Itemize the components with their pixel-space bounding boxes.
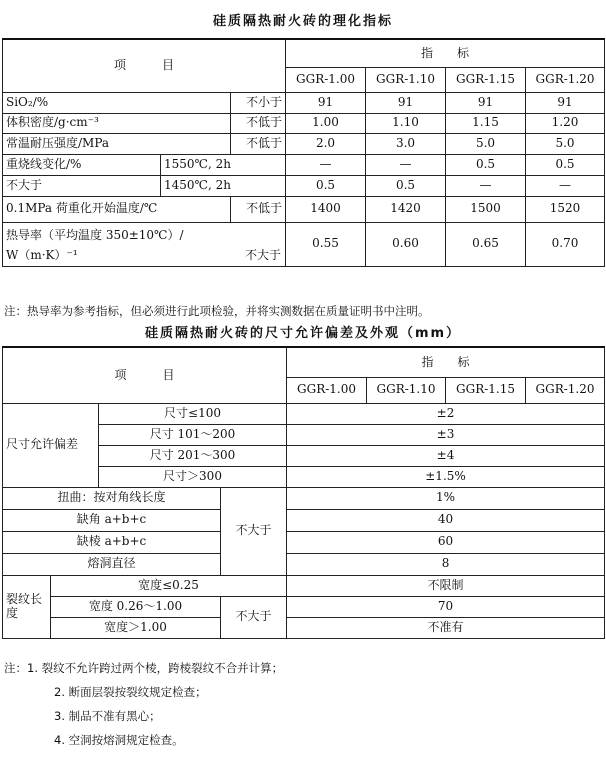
col-item-header: 项 目 (3, 347, 287, 403)
note-line: 注：1. 裂纹不允许跨过两个棱，跨棱裂纹不合并计算； (4, 661, 284, 675)
tc-label-line2: W（m·K）⁻¹ (6, 247, 78, 262)
rul-label: 0.1MPa 荷重化开始温度/℃ (3, 196, 231, 222)
table-cell: 1.15 (446, 113, 526, 133)
table-cell: 1.20 (526, 113, 605, 133)
grade-header: GGR-1.20 (526, 377, 605, 403)
table-cell: 91 (366, 92, 446, 113)
tc-label-line1: 热导率（平均温度 350±10℃）/ (6, 227, 184, 242)
table-cell: 91 (286, 92, 366, 113)
defect-label: 熔洞直径 (3, 553, 221, 575)
table-cell: ±1.5% (287, 466, 605, 487)
row-condition: 不低于 (231, 196, 286, 222)
defect-label: 缺角 a+b+c (3, 509, 221, 531)
grade-header: GGR-1.15 (446, 377, 526, 403)
tc-label-cell (3, 222, 286, 266)
grade-header: GGR-1.15 (446, 67, 526, 92)
crack-sub-label: 宽度＞1.00 (51, 617, 221, 638)
table-cell: ±4 (287, 445, 605, 466)
table1-note: 注：热导率为参考指标，但必须进行此项检验，并将实测数据在质量证明书中注明。 (4, 304, 430, 318)
size-sub-label: 尺寸 101～200 (99, 424, 287, 445)
table-cell: 1.00 (286, 113, 366, 133)
col-index-header: 指 标 (286, 39, 605, 67)
table2-notes (4, 660, 283, 756)
table-cell: 0.60 (366, 222, 446, 266)
crack-sub-label: 宽度 0.26～1.00 (51, 596, 221, 617)
row-label: SiO₂/% (3, 92, 231, 113)
size-tolerance-label: 尺寸允许偏差 (3, 403, 99, 487)
grade-header: GGR-1.10 (367, 377, 446, 403)
note-line: 2. 断面层裂按裂纹规定检查； (54, 685, 207, 699)
row-condition: 不低于 (231, 113, 286, 133)
table-cell: 1420 (366, 196, 446, 222)
crack-sub-label: 宽度≤0.25 (51, 575, 287, 596)
table-cell: 0.70 (526, 222, 605, 266)
table1-title: 硅质隔热耐火砖的理化指标 (212, 14, 393, 29)
table-cell: 60 (287, 531, 605, 553)
row-condition: 不大于 (245, 248, 282, 263)
grade-header: GGR-1.10 (366, 67, 446, 92)
table-cell: 0.65 (446, 222, 526, 266)
grade-header: GGR-1.20 (526, 67, 605, 92)
defect-label: 缺棱 a+b+c (3, 531, 221, 553)
table-cell: 5.0 (526, 133, 605, 154)
table-cell: — (446, 175, 526, 196)
table-cell: 1400 (286, 196, 366, 222)
table-cell: 3.0 (366, 133, 446, 154)
table-cell: 1.10 (366, 113, 446, 133)
pcl-label: 重烧线变化/% (3, 154, 161, 175)
table-cell: 不准有 (287, 617, 605, 638)
row-condition: 不低于 (231, 133, 286, 154)
table2-title: 硅质隔热耐火砖的尺寸允许偏差及外观（mm） (144, 326, 462, 341)
table-cell: 1500 (446, 196, 526, 222)
table-cell: 91 (446, 92, 526, 113)
table-cell: — (526, 175, 605, 196)
table-cell: 0.5 (286, 175, 366, 196)
row-condition: 不小于 (231, 92, 286, 113)
row-label: 体积密度/g·cm⁻³ (3, 113, 231, 133)
dimension-tolerance-table (2, 346, 605, 639)
crack-length-label: 裂纹长度 (3, 575, 51, 638)
table-cell: 5.0 (446, 133, 526, 154)
pcl-label-2: 不大于 (3, 175, 161, 196)
grade-header: GGR-1.00 (286, 67, 366, 92)
table-cell: — (366, 154, 446, 175)
table-cell: 2.0 (286, 133, 366, 154)
not-greater-than-label: 不大于 (221, 596, 287, 638)
size-sub-label: 尺寸≤100 (99, 403, 287, 424)
note-line: 4. 空洞按熔洞规定检查。 (54, 733, 184, 747)
note-line: 3. 制品不准有黑心； (54, 709, 161, 723)
table-cell: — (286, 154, 366, 175)
table-cell: 91 (526, 92, 605, 113)
table-cell: 0.5 (446, 154, 526, 175)
table-cell: 8 (287, 553, 605, 575)
not-greater-than-label: 不大于 (221, 487, 287, 575)
table-cell: ±2 (287, 403, 605, 424)
col-index-header: 指 标 (287, 347, 605, 377)
grade-header: GGR-1.00 (287, 377, 367, 403)
table-cell: 0.55 (286, 222, 366, 266)
pcl-sub2: 1450℃, 2h (161, 175, 286, 196)
pcl-sub1: 1550℃, 2h (161, 154, 286, 175)
table-cell: 1520 (526, 196, 605, 222)
table-cell: 1% (287, 487, 605, 509)
table-cell: 70 (287, 596, 605, 617)
table-cell: 40 (287, 509, 605, 531)
table-cell: ±3 (287, 424, 605, 445)
defect-label: 扭曲：按对角线长度 (3, 487, 221, 509)
col-item-header: 项 目 (3, 39, 286, 92)
table-cell: 0.5 (526, 154, 605, 175)
row-label: 常温耐压强度/MPa (3, 133, 231, 154)
table-cell: 不限制 (287, 575, 605, 596)
size-sub-label: 尺寸 201～300 (99, 445, 287, 466)
table-cell: 0.5 (366, 175, 446, 196)
physico-chemical-table (2, 38, 605, 267)
size-sub-label: 尺寸＞300 (99, 466, 287, 487)
